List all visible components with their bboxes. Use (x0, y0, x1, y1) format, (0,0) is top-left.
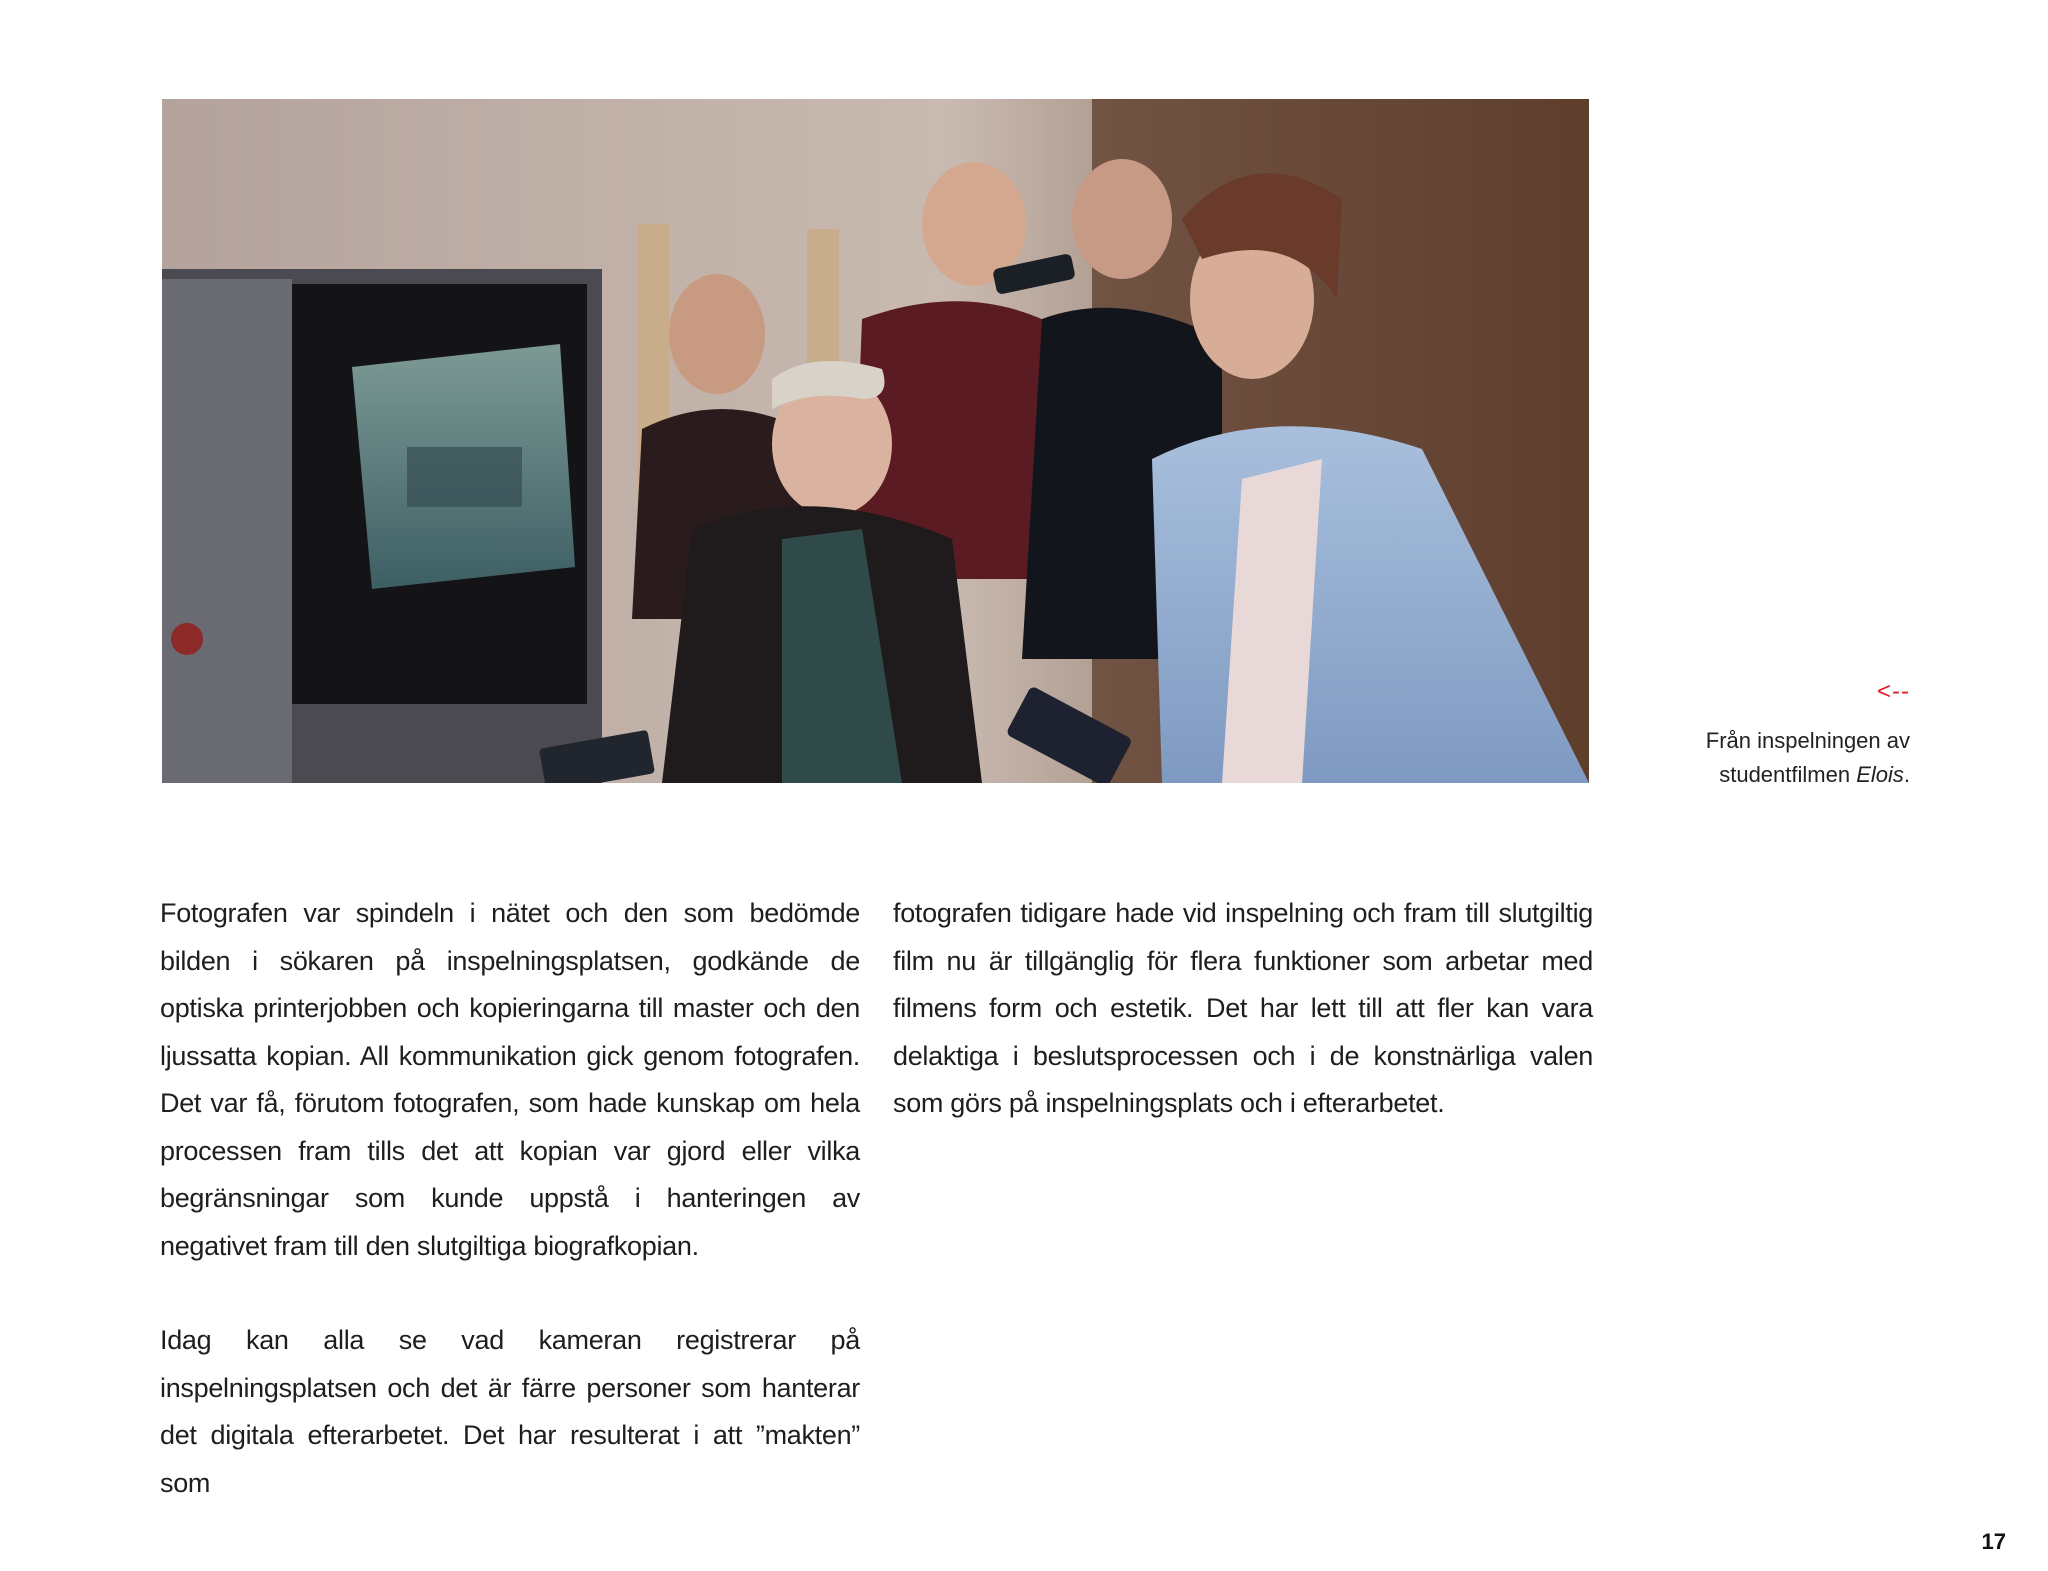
body-paragraph: Idag kan alla se vad kameran registrerar på inspelningsplatsen och det är färre personer som hanterar det digitala efterarbetet. Det har resulterat i att ”makten” som (160, 1325, 860, 1498)
body-paragraph: fotografen tidigare hade vid inspelning och fram till slutgiltig film nu är tillgänglig för flera funktioner som arbetar med filmens form och estetik. Det har lett till att fler kan vara delaktiga i beslutsprocessen och i de konstnärliga valen som görs på inspelningsplats och i efterarbetet. (893, 898, 1593, 1118)
film-set-photo (162, 99, 1589, 783)
caption-text: Från inspelningen av studentfilmen (1705, 728, 1910, 787)
body-column-left (160, 890, 860, 1507)
caption-arrow: <-- (1877, 678, 1910, 705)
page-number: 17 (1981, 1529, 2006, 1554)
caption-film-title: Elois (1856, 762, 1904, 787)
body-paragraph: Fotografen var spindeln i nätet och den som bedömde bilden i sökaren på inspelningsplatsen, godkände de optiska printerjobben och kopieringarna till master och den ljussatta kopian. All kommunikation gick genom fotografen. Det var få, förutom fotografen, som hade kunskap om hela processen fram tills det att kopian var gjord eller vilka begränsningar som kunde uppstå i hanteringen av negativet fram till den slutgiltiga biografkopian. (160, 898, 860, 1261)
photo-illustration (162, 99, 1589, 783)
caption-period: . (1903, 762, 1910, 787)
body-column-right (893, 890, 1593, 1128)
photo-caption (1610, 724, 1910, 792)
